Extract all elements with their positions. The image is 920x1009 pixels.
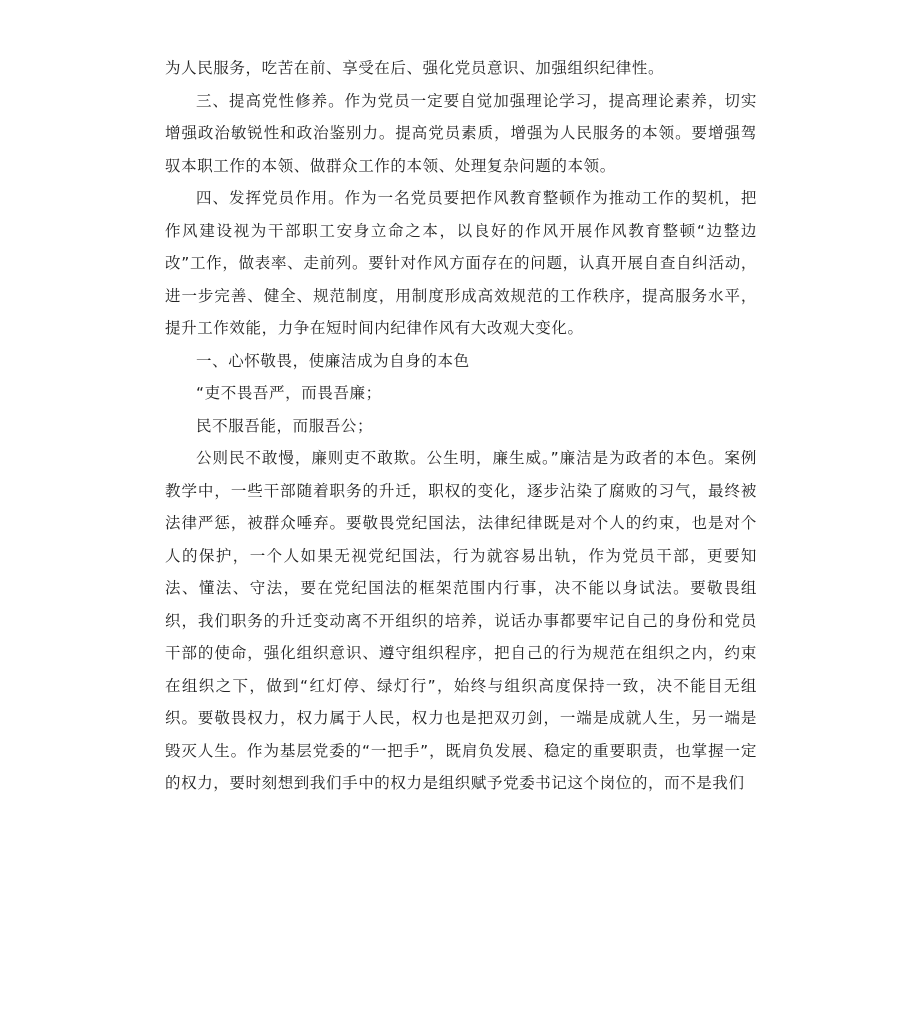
paragraph-3: 四、发挥党员作用。作为一名党员要把作风教育整顿作为推动工作的契机，把作风建设视为干部职工安身立命之本，以良好的作风开展作风教育整顿“边整边改”工作，做表率、走前列。要针对作风方面存在的问题，认真开展自查自纠活动，进一步完善、健全、规范制度，用制度形成高效规范的工作秩序，提高服务水平，提升工作效能，力争在短时间内纪律作风有大改观大变化。	[165, 189, 757, 337]
document-body	[165, 52, 757, 800]
paragraph-2: 三、提高党性修养。作为党员一定要自觉加强理论学习，提高理论素养，切实增强政治敏锐性和政治鉴别力。提高党员素质，增强为人民服务的本领。要增强驾驭本职工作的本领、做群众工作的本领、处理复杂问题的本领。	[165, 91, 757, 175]
paragraph-4: 公则民不敢慢，廉则吏不敢欺。公生明，廉生威。”廉洁是为政者的本色。案例教学中，一些干部随着职务的升迁，职权的变化，逐步沾染了腐败的习气，最终被法律严惩，被群众唾弃。要敬畏党纪国法，法律纪律既是对个人的约束，也是对个人的保护，一个人如果无视党纪国法，行为就容易出轨，作为党员干部，更要知法、懂法、守法，要在党纪国法的框架范围内行事，决不能以身试法。要敬畏组织，我们职务的升迁变动离不开组织的培养，说话办事都要牢记自己的身份和党员干部的使命，强化组织意识、遵守组织程序，把自己的行为规范在组织之内，约束在组织之下，做到“红灯停、绿灯行”，始终与组织高度保持一致，决不能目无组织。要敬畏权力，权力属于人民，权力也是把双刃剑，一端是成就人生，另一端是毁灭人生。作为基层党委的“一把手”，既肩负发展、稳定的重要职责，也掌握一定的权力，要时刻想到我们手中的权力是组织赋予党委书记这个岗位的，而不是我们	[165, 449, 757, 792]
section-heading: 一、心怀敬畏，使廉洁成为自身的本色	[196, 351, 470, 370]
paragraph-1: 为人民服务，吃苦在前、享受在后、强化党员意识、加强组织纪律性。	[165, 59, 665, 77]
quote-line-1: “吏不畏吾严，而畏吾廉；	[196, 384, 382, 402]
quote-line-2: 民不服吾能，而服吾公；	[196, 416, 374, 435]
